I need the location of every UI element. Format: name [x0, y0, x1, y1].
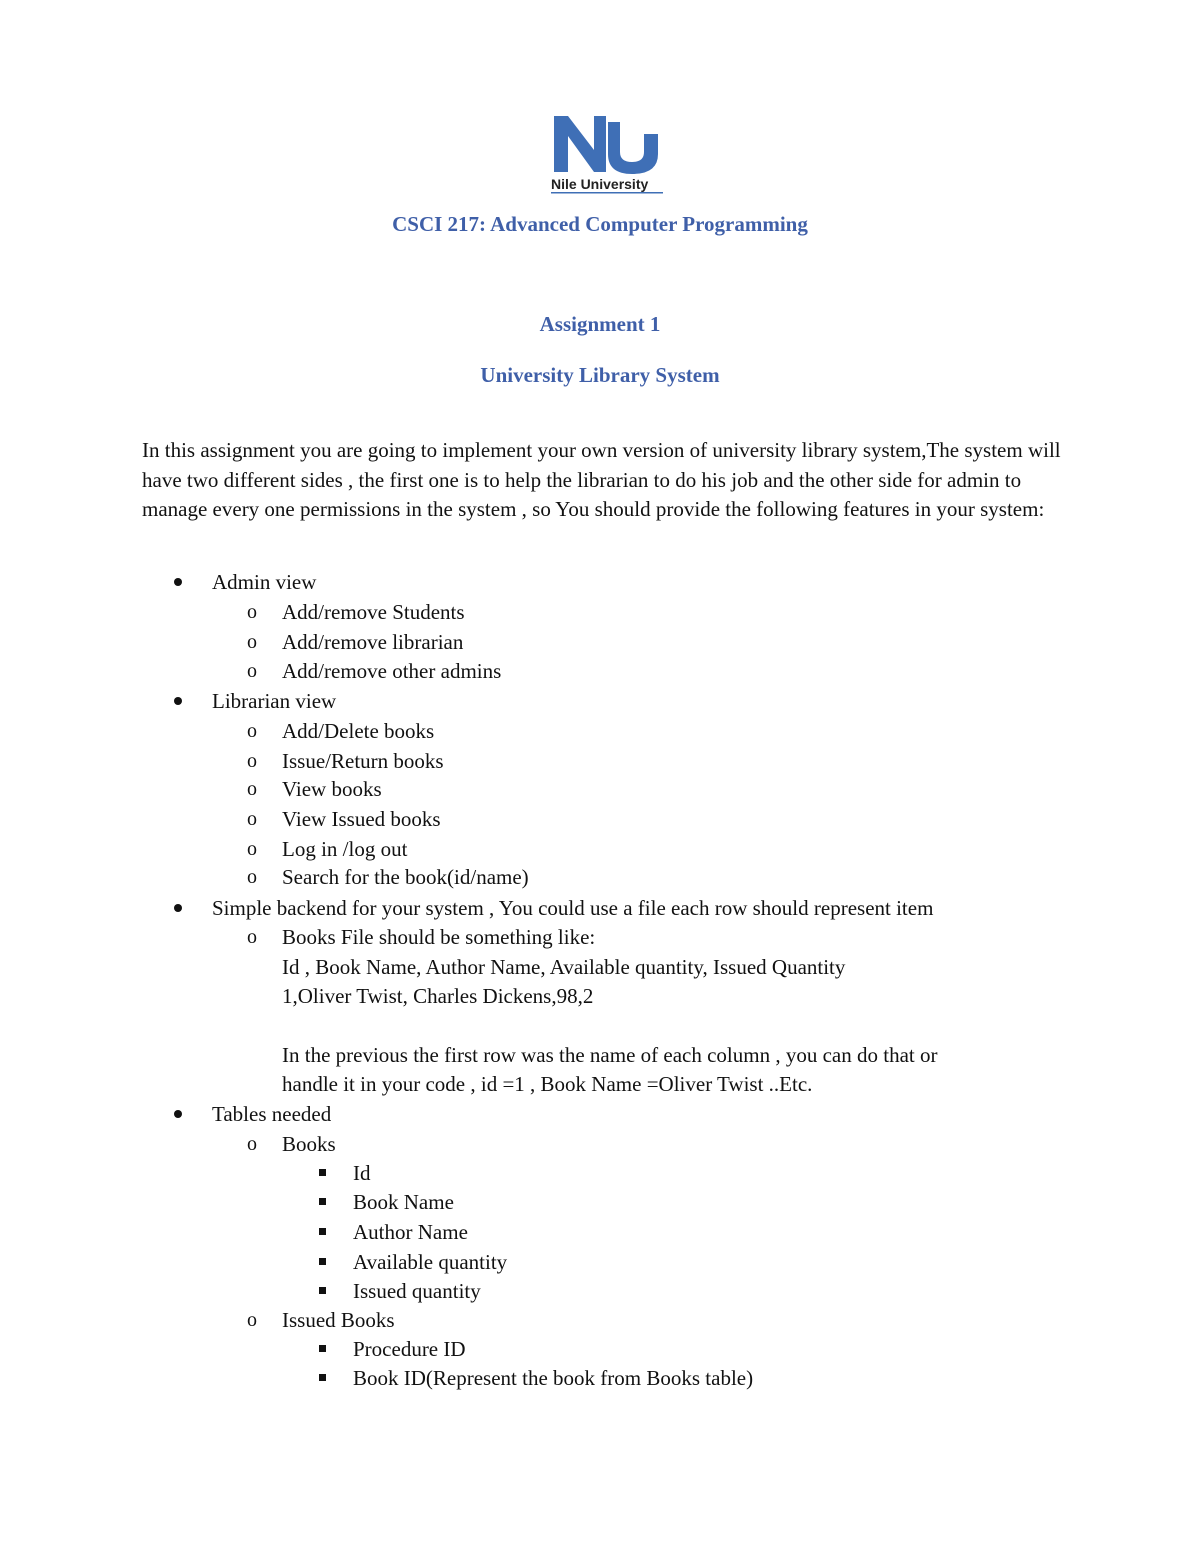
circle-bullet-icon: o [247, 660, 257, 682]
admin-item: Add/remove Students [282, 600, 465, 624]
square-bullet-icon [319, 1374, 326, 1381]
bullet-icon [174, 697, 182, 705]
bullet-icon [174, 578, 182, 586]
librarian-item: View books [282, 777, 382, 801]
issued-books-field: Procedure ID [353, 1337, 466, 1361]
note-text-1: In the previous the first row was the name of each column , you can do that or [282, 1043, 938, 1067]
books-field: Available quantity [353, 1250, 508, 1274]
bullet-icon [174, 904, 182, 912]
books-field: Issued quantity [353, 1279, 481, 1303]
circle-bullet-icon: o [247, 1133, 257, 1155]
librarian-item: Add/Delete books [282, 719, 435, 743]
note-text-2: handle it in your code , id =1 , Book Name =Oliver Twist ..Etc. [282, 1072, 813, 1096]
square-bullet-icon [319, 1287, 326, 1294]
backend-label: Simple backend for your system , You could use a file each row should represent item [212, 896, 934, 920]
issued-books-table-label: Issued Books [282, 1308, 395, 1332]
circle-bullet-icon: o [247, 778, 257, 800]
books-field: Id [353, 1161, 371, 1185]
file-example-text: 1,Oliver Twist, Charles Dickens,98,2 [282, 984, 594, 1008]
course-title: CSCI 217: Advanced Computer Programming [392, 212, 808, 236]
books-table-label: Books [282, 1132, 336, 1156]
tables-label: Tables needed [212, 1102, 332, 1126]
square-bullet-icon [319, 1258, 326, 1265]
assignment-heading: Assignment 1 [539, 312, 661, 336]
file-header-text: Id , Book Name, Author Name, Available quantity, Issued Quantity [282, 955, 846, 979]
subject-heading: University Library System [480, 363, 720, 387]
circle-bullet-icon: o [247, 720, 257, 742]
nile-university-logo [548, 112, 668, 196]
admin-item: Add/remove librarian [282, 630, 464, 654]
circle-bullet-icon: o [247, 838, 257, 860]
circle-bullet-icon: o [247, 926, 257, 948]
issued-books-field: Book ID(Represent the book from Books table) [353, 1366, 754, 1390]
librarian-item: Issue/Return books [282, 749, 444, 773]
circle-bullet-icon: o [247, 631, 257, 653]
circle-bullet-icon: o [247, 601, 257, 623]
librarian-view-label: Librarian view [212, 689, 337, 713]
books-field: Author Name [353, 1220, 468, 1244]
logo-text: Nile University [551, 176, 649, 192]
admin-item: Add/remove other admins [282, 659, 502, 683]
books-field: Book Name [353, 1190, 454, 1214]
square-bullet-icon [319, 1345, 326, 1352]
books-file-label: Books File should be something like: [282, 925, 596, 949]
intro-paragraph: In this assignment you are going to implement your own version of university library system,The system will have two different sides , the first one is to help the librarian to do his job and the other side for admin to manage every one permissions in the system , so You should provide the following features in your system: [142, 438, 1061, 521]
admin-view-label: Admin view [212, 570, 317, 594]
circle-bullet-icon: o [247, 808, 257, 830]
librarian-item: View Issued books [282, 807, 441, 831]
square-bullet-icon [319, 1198, 326, 1205]
square-bullet-icon [319, 1169, 326, 1176]
circle-bullet-icon: o [247, 1309, 257, 1331]
circle-bullet-icon: o [247, 866, 257, 888]
bullet-icon [174, 1110, 182, 1118]
circle-bullet-icon: o [247, 750, 257, 772]
square-bullet-icon [319, 1228, 326, 1235]
librarian-item: Log in /log out [282, 837, 408, 861]
librarian-item: Search for the book(id/name) [282, 865, 529, 889]
